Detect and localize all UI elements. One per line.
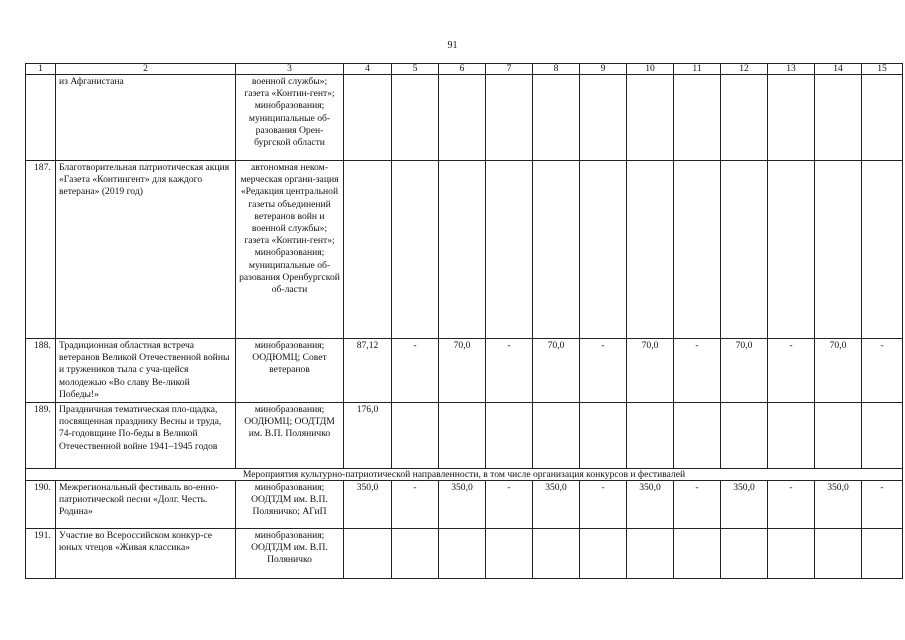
executor: минобразования; ООДТДМ им. В.П. Поляничко — [236, 529, 344, 579]
value-cell — [439, 529, 486, 579]
value-cell: - — [486, 481, 533, 529]
event-name: Традиционная областная встреча ветеранов Великой Отечественной войны и тружеников тыла с уча-щейся молодежью «Во славу Ве-ликой Победы!» — [56, 339, 236, 403]
value-cell — [439, 75, 486, 161]
value-cell — [486, 75, 533, 161]
column-header-7: 7 — [486, 64, 533, 75]
table-row — [26, 161, 903, 339]
value-cell: 350,0 — [439, 481, 486, 529]
value-cell: - — [862, 339, 903, 403]
value-cell — [768, 161, 815, 339]
value-cell: 70,0 — [721, 339, 768, 403]
value-cell — [533, 161, 580, 339]
row-number — [26, 75, 56, 161]
value-cell — [580, 403, 627, 469]
value-cell — [768, 529, 815, 579]
value-cell — [674, 161, 721, 339]
value-cell: - — [862, 481, 903, 529]
value-cell: - — [674, 339, 721, 403]
column-header-9: 9 — [580, 64, 627, 75]
value-cell — [815, 403, 862, 469]
executor: военной службы»; газета «Контин-гент»; минобразования; муниципальные об-разования Орен-бургской области — [236, 75, 344, 161]
value-cell — [768, 403, 815, 469]
column-header-15: 15 — [862, 64, 903, 75]
table-row — [26, 529, 903, 579]
value-cell: 176,0 — [344, 403, 392, 469]
table-row — [26, 403, 903, 469]
value-cell — [721, 161, 768, 339]
column-header-5: 5 — [392, 64, 439, 75]
value-cell: - — [768, 339, 815, 403]
value-cell: 350,0 — [627, 481, 674, 529]
value-cell: 350,0 — [533, 481, 580, 529]
value-cell — [486, 529, 533, 579]
value-cell — [721, 529, 768, 579]
column-header-3: 3 — [236, 64, 344, 75]
value-cell — [580, 75, 627, 161]
value-cell — [392, 403, 439, 469]
value-cell — [721, 403, 768, 469]
section-row — [26, 469, 903, 481]
row-number: 191. — [26, 529, 56, 579]
event-name: Участие во Всероссийском конкур-се юных чтецов «Живая классика» — [56, 529, 236, 579]
value-cell — [815, 161, 862, 339]
value-cell — [627, 161, 674, 339]
executor: минобразования; ООДТДМ им. В.П. Поляничко; АГиП — [236, 481, 344, 529]
value-cell — [533, 75, 580, 161]
value-cell — [344, 161, 392, 339]
value-cell — [580, 529, 627, 579]
value-cell — [627, 529, 674, 579]
event-name: Благотворительная патриотическая акция «Газета «Контингент» для каждого ветерана» (2019 год) — [56, 161, 236, 339]
value-cell — [486, 403, 533, 469]
program-table — [25, 63, 903, 579]
row-number: 189. — [26, 403, 56, 469]
value-cell — [862, 403, 903, 469]
value-cell: - — [392, 339, 439, 403]
value-cell: - — [768, 481, 815, 529]
executor: минобразования; ООДЮМЦ; Совет ветеранов — [236, 339, 344, 403]
value-cell: 70,0 — [533, 339, 580, 403]
row-number: 187. — [26, 161, 56, 339]
column-header-8: 8 — [533, 64, 580, 75]
value-cell: 350,0 — [721, 481, 768, 529]
value-cell — [439, 403, 486, 469]
column-header-6: 6 — [439, 64, 486, 75]
section-title: Мероприятия культурно-патриотической направленности, в том числе организация конкурсов и фестивалей — [26, 469, 903, 481]
value-cell — [862, 75, 903, 161]
value-cell: - — [486, 339, 533, 403]
value-cell: - — [580, 481, 627, 529]
value-cell — [392, 161, 439, 339]
column-header-12: 12 — [721, 64, 768, 75]
value-cell — [533, 403, 580, 469]
event-name: Праздничная тематическая пло-щадка, посвященная празднику Весны и труда, 74-годовщине По-беды в Великой Отечественной войне 1941–1945 годов — [56, 403, 236, 469]
column-header-10: 10 — [627, 64, 674, 75]
event-name: из Афганистана — [56, 75, 236, 161]
value-cell — [344, 75, 392, 161]
row-number: 190. — [26, 481, 56, 529]
value-cell — [768, 75, 815, 161]
value-cell — [674, 529, 721, 579]
value-cell — [862, 161, 903, 339]
value-cell: - — [392, 481, 439, 529]
value-cell — [392, 529, 439, 579]
value-cell — [862, 529, 903, 579]
value-cell — [815, 529, 862, 579]
value-cell — [815, 75, 862, 161]
table-row — [26, 339, 903, 403]
column-number-header — [26, 64, 903, 75]
value-cell: 350,0 — [344, 481, 392, 529]
executor: автономная неком-мерческая органи-зация «Редакция центральной газеты объединений ветеранов войн и военной службы»; газета «Контин-гент»; минобразования; муниципальные об-разования Оренбургской об-ласти — [236, 161, 344, 339]
value-cell — [344, 529, 392, 579]
value-cell — [627, 75, 674, 161]
value-cell — [439, 161, 486, 339]
value-cell — [486, 161, 533, 339]
value-cell: - — [580, 339, 627, 403]
row-number: 188. — [26, 339, 56, 403]
column-header-13: 13 — [768, 64, 815, 75]
column-header-14: 14 — [815, 64, 862, 75]
value-cell — [533, 529, 580, 579]
table-row — [26, 75, 903, 161]
value-cell: 87,12 — [344, 339, 392, 403]
value-cell — [721, 75, 768, 161]
column-header-1: 1 — [26, 64, 56, 75]
page-number: 91 — [447, 40, 458, 51]
value-cell — [392, 75, 439, 161]
executor: минобразования; ООДЮМЦ; ООДТДМ им. В.П. Поляничко — [236, 403, 344, 469]
value-cell: 70,0 — [439, 339, 486, 403]
table-row — [26, 481, 903, 529]
column-header-4: 4 — [344, 64, 392, 75]
column-header-2: 2 — [56, 64, 236, 75]
value-cell: - — [674, 481, 721, 529]
value-cell: 70,0 — [815, 339, 862, 403]
value-cell — [580, 161, 627, 339]
value-cell — [674, 403, 721, 469]
value-cell: 350,0 — [815, 481, 862, 529]
value-cell: 70,0 — [627, 339, 674, 403]
value-cell — [674, 75, 721, 161]
column-header-11: 11 — [674, 64, 721, 75]
event-name: Межрегиональный фестиваль во-енно-патриотической песни «Долг. Честь. Родина» — [56, 481, 236, 529]
value-cell — [627, 403, 674, 469]
